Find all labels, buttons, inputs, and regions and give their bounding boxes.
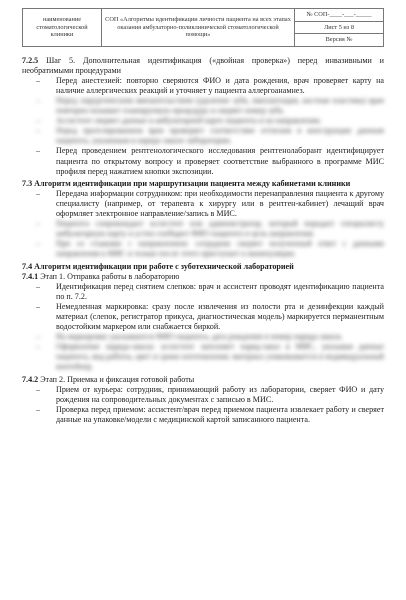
section-7-2-5-list [22,76,384,177]
list-item: – Идентификация перед снятием слепков: врач и ассистент проводят идентификацию пациента по п. 7.2. [36,281,384,301]
section-7-3-list [22,189,384,260]
clinic-name-cell: наименование стоматологической клиники [23,9,102,47]
section-7-4-2-heading: 7.4.2 Этап 2. Приемка и фиксация готовой работы [22,374,195,384]
section-7-3-heading: 7.3 Алгоритм идентификации при маршрутизации пациента между кабинетами клиники [22,178,351,188]
list-item: – Перед анестезией: повторно сверяются ФИО и дата рождения, врач проверяет карту на наличие аллергических реакций и уточняет у пациента аллергоанамнез. [36,75,384,95]
sop-title-cell: СОП «Алгоритмы идентификации личности пациента на всех этапах оказания амбулаторно-поликлинической стоматологической помощи» [102,9,295,47]
list-item-blurred: – Перед хирургическим вмешательством (удаление зуба, имплантация, костная пластика) врач повторно называет планируемую процедуру и сверяет номер зуба. [36,96,384,116]
list-item-blurred: – Ассистент сверяет данные в амбулаторной карте пациента и на направлении. [36,116,322,126]
list-item-blurred: – При со стыковке с направлением: сотрудник сверяет полученный ответ с данными направления в МИС и только после этого приступает к манипуляции. [36,239,384,259]
section-7-4-1-list [22,282,384,373]
list-item: – Прием от курьера: сотрудник, принимающий работу из лаборатории, сверяет ФИО и дату рождения на сопроводительных документах с записью в МИС. [36,384,384,404]
sop-number-cell: № СОП-____-___-_____ [295,9,384,22]
list-item: – Проверка перед приемом: ассистент/врач перед приемом пациента извлекает работу и сверяет данные на упаковке/модели с медицинской картой записанного пациента. [36,404,384,424]
sheet-number-cell: Лист 5 из 8 [295,21,384,34]
list-item: – Немедленная маркировка: сразу после извлечения из полости рта и дезинфекции каждый материал (слепок, регистратор прикуса, диагностическая модель) маркируется перманентным водостойким маркером или снабжается биркой. [36,301,384,332]
list-item-blurred: – На маркировке указываются ФИО пациента, дата рождения и номер наряда-заказа. [36,332,343,342]
list-item: – Перед проведением рентгенологического исследования рентгенолаборант идентифицирует пациента по открытому вопросу и проверяет соответствие выбранного в программе МИС профиля перед нажатием кнопки экспозиции. [36,146,384,176]
list-item-blurred: – Оформление наряда-заказа: ассистент заполняет наряд-заказ в МИС, указывая данные пациента, вид работы, цвет и сроки изготовления; материал упаковывается в индивидуальный контейнер. [36,342,384,372]
section-7-4-heading: 7.4 Алгоритм идентификации при работе с зуботехнической лабораторией [22,261,294,271]
list-item-blurred: – Перед протезированием врач проверяет соответствие оттисков и конструкции данным пациента, указанным в наряде-заказе лаборатории. [36,126,384,146]
document-header-table [22,8,384,47]
version-cell: Версия № [295,34,384,47]
document-body [22,56,384,425]
section-7-2-5-heading [22,56,384,76]
section-number: 7.2.5 [22,55,39,65]
list-item-blurred: – Пациента сопровождает ассистент или администратор, который передает специалисту амбулаторную карту и устно сообщает ФИО пациента и цель направления. [36,219,384,239]
section-title: Шаг 5. Дополнительная идентификация («двойная проверка») перед инвазивными и необратимыми процедурами [22,55,384,75]
section-7-4-1-heading: 7.4.1 Этап 1. Отправка работы в лабораторию [22,271,180,281]
list-item: – Передача информации сотрудником: при необходимости перенаправления пациента к другому специалисту (например, от терапевта к хирургу или в рентген-кабинет) лечащий врач оформляет электронное направление/запись в МИС. [36,188,384,219]
section-7-4-2-list [22,385,384,425]
